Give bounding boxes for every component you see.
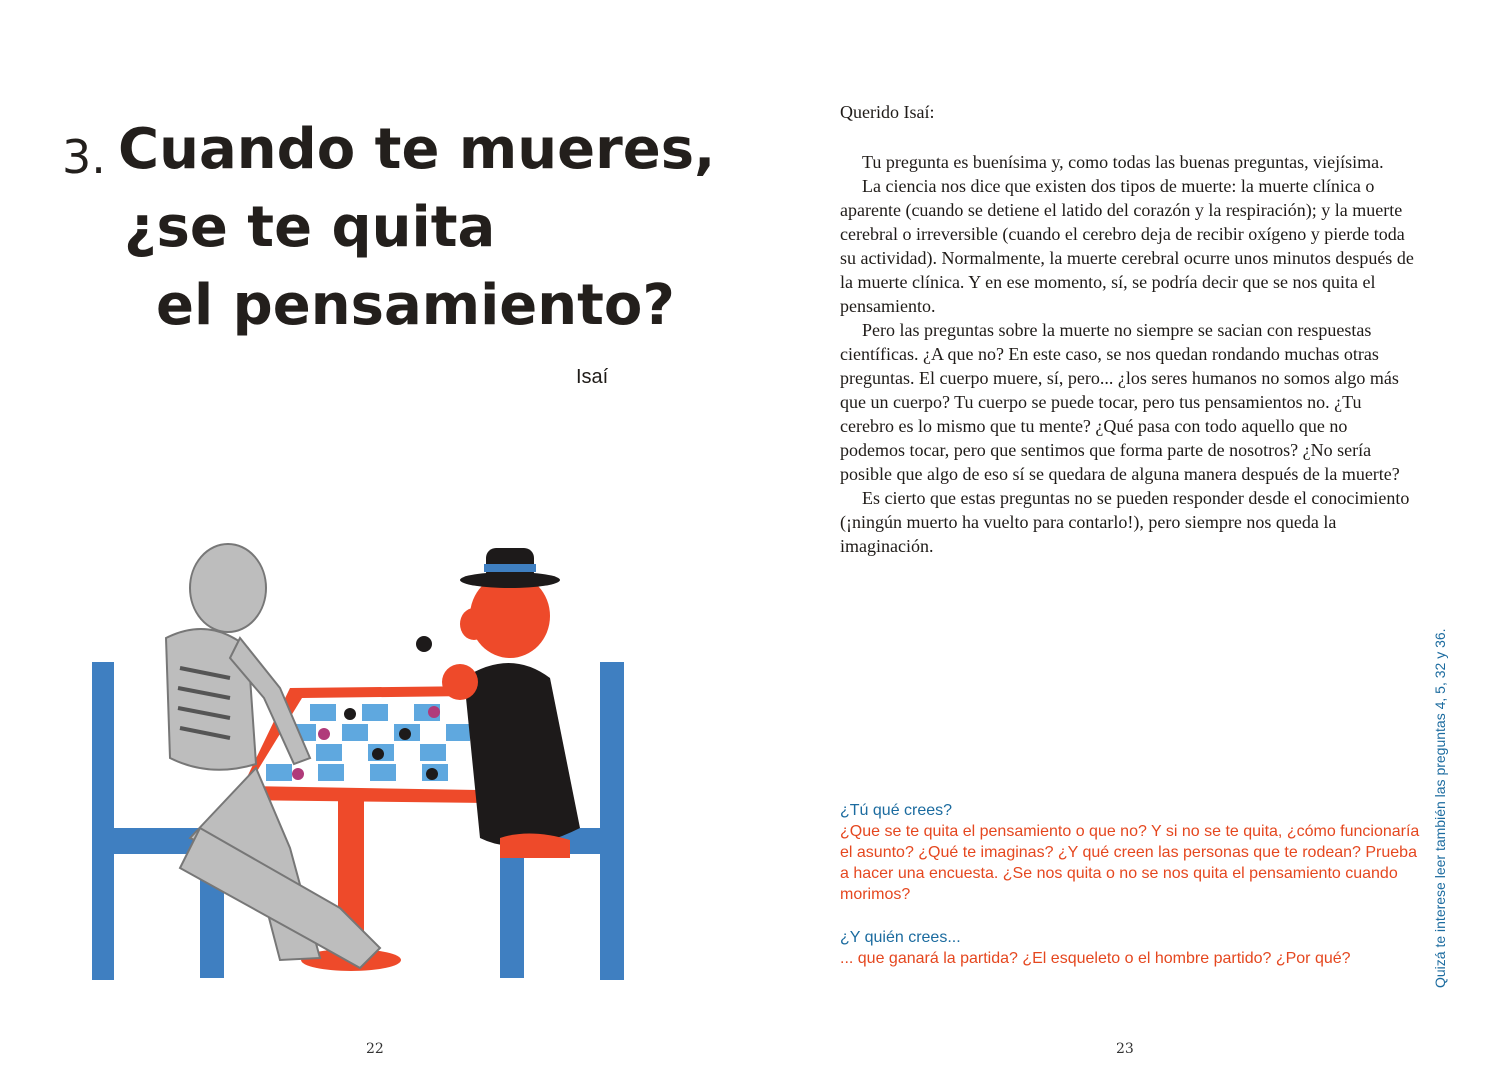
question-2-body: ... que ganará la partida? ¿El esqueleto o el hombre partido? ¿Por qué? <box>840 950 1351 967</box>
question-author: Isaí <box>576 366 609 388</box>
reflection-questions <box>840 800 1420 969</box>
letter-body <box>840 100 1416 558</box>
paragraph-2: La ciencia nos dice que existen dos tipos de muerte: la muerte clínica o aparente (cuando se detiene el latido del corazón y la respiración); y la muerte cerebral o irreversible (cuando el cerebro deja de recibir oxígeno y pierde toda su actividad). Normalmente, la muerte cerebral ocurre unos minutos después de la muerte clínica. Y en ese momento, sí, se podría decir que se nos quita el pensamiento. <box>840 176 1414 316</box>
question-1-body: ¿Que se te quita el pensamiento o que no? Y si no se te quita, ¿cómo funcionaría el asunto? ¿Qué te imaginas? ¿Y qué creen las personas que te rodean? Prueba a hacer una encuesta. ¿Se nos quita o no se nos quita el pensamiento cuando morimos? <box>840 823 1420 903</box>
question-2-heading: ¿Y quién crees... <box>840 929 961 946</box>
title-line-1: Cuando te mueres, <box>118 117 716 182</box>
page-number-right: 23 <box>1116 1041 1134 1057</box>
right-page <box>750 0 1500 1091</box>
paragraph-4: Es cierto que estas preguntas no se pueden responder desde el conocimiento (¡ningún muerto ha vuelto para contarlo!), pero siempre nos queda la imaginación. <box>840 488 1410 556</box>
page-number-left: 22 <box>366 1041 384 1057</box>
letter-greeting: Querido Isaí: <box>840 102 935 122</box>
paragraph-1: Tu pregunta es buenísima y, como todas las buenas preguntas, viejísima. <box>862 152 1384 172</box>
title-line-2: ¿se te quita <box>124 195 496 260</box>
question-1-heading: ¿Tú qué crees? <box>840 802 953 819</box>
chess-illustration <box>80 528 660 988</box>
paragraph-3: Pero las preguntas sobre la muerte no siempre se sacian con respuestas científicas. ¿A que no? En este caso, se nos quedan rondando muchas otras preguntas. El cuerpo muere, sí, pero... ¿los seres humanos no somos algo más que un cuerpo? Tu cuerpo se puede tocar, pero tus pensamientos no. ¿Tu cerebro es lo mismo que tu mente? ¿Qué pasa con todo aquello que no podemos tocar, pero que sentimos que forma parte de nosotros? ¿No sería posible que algo de eso sí se quedara de alguna manera después de la muerte? <box>840 320 1400 484</box>
chapter-number: 3. <box>62 130 106 184</box>
related-questions-note: Quizá te interese leer también las preguntas 4, 5, 32 y 36. <box>1432 628 1448 988</box>
title-line-3: el pensamiento? <box>156 273 675 338</box>
